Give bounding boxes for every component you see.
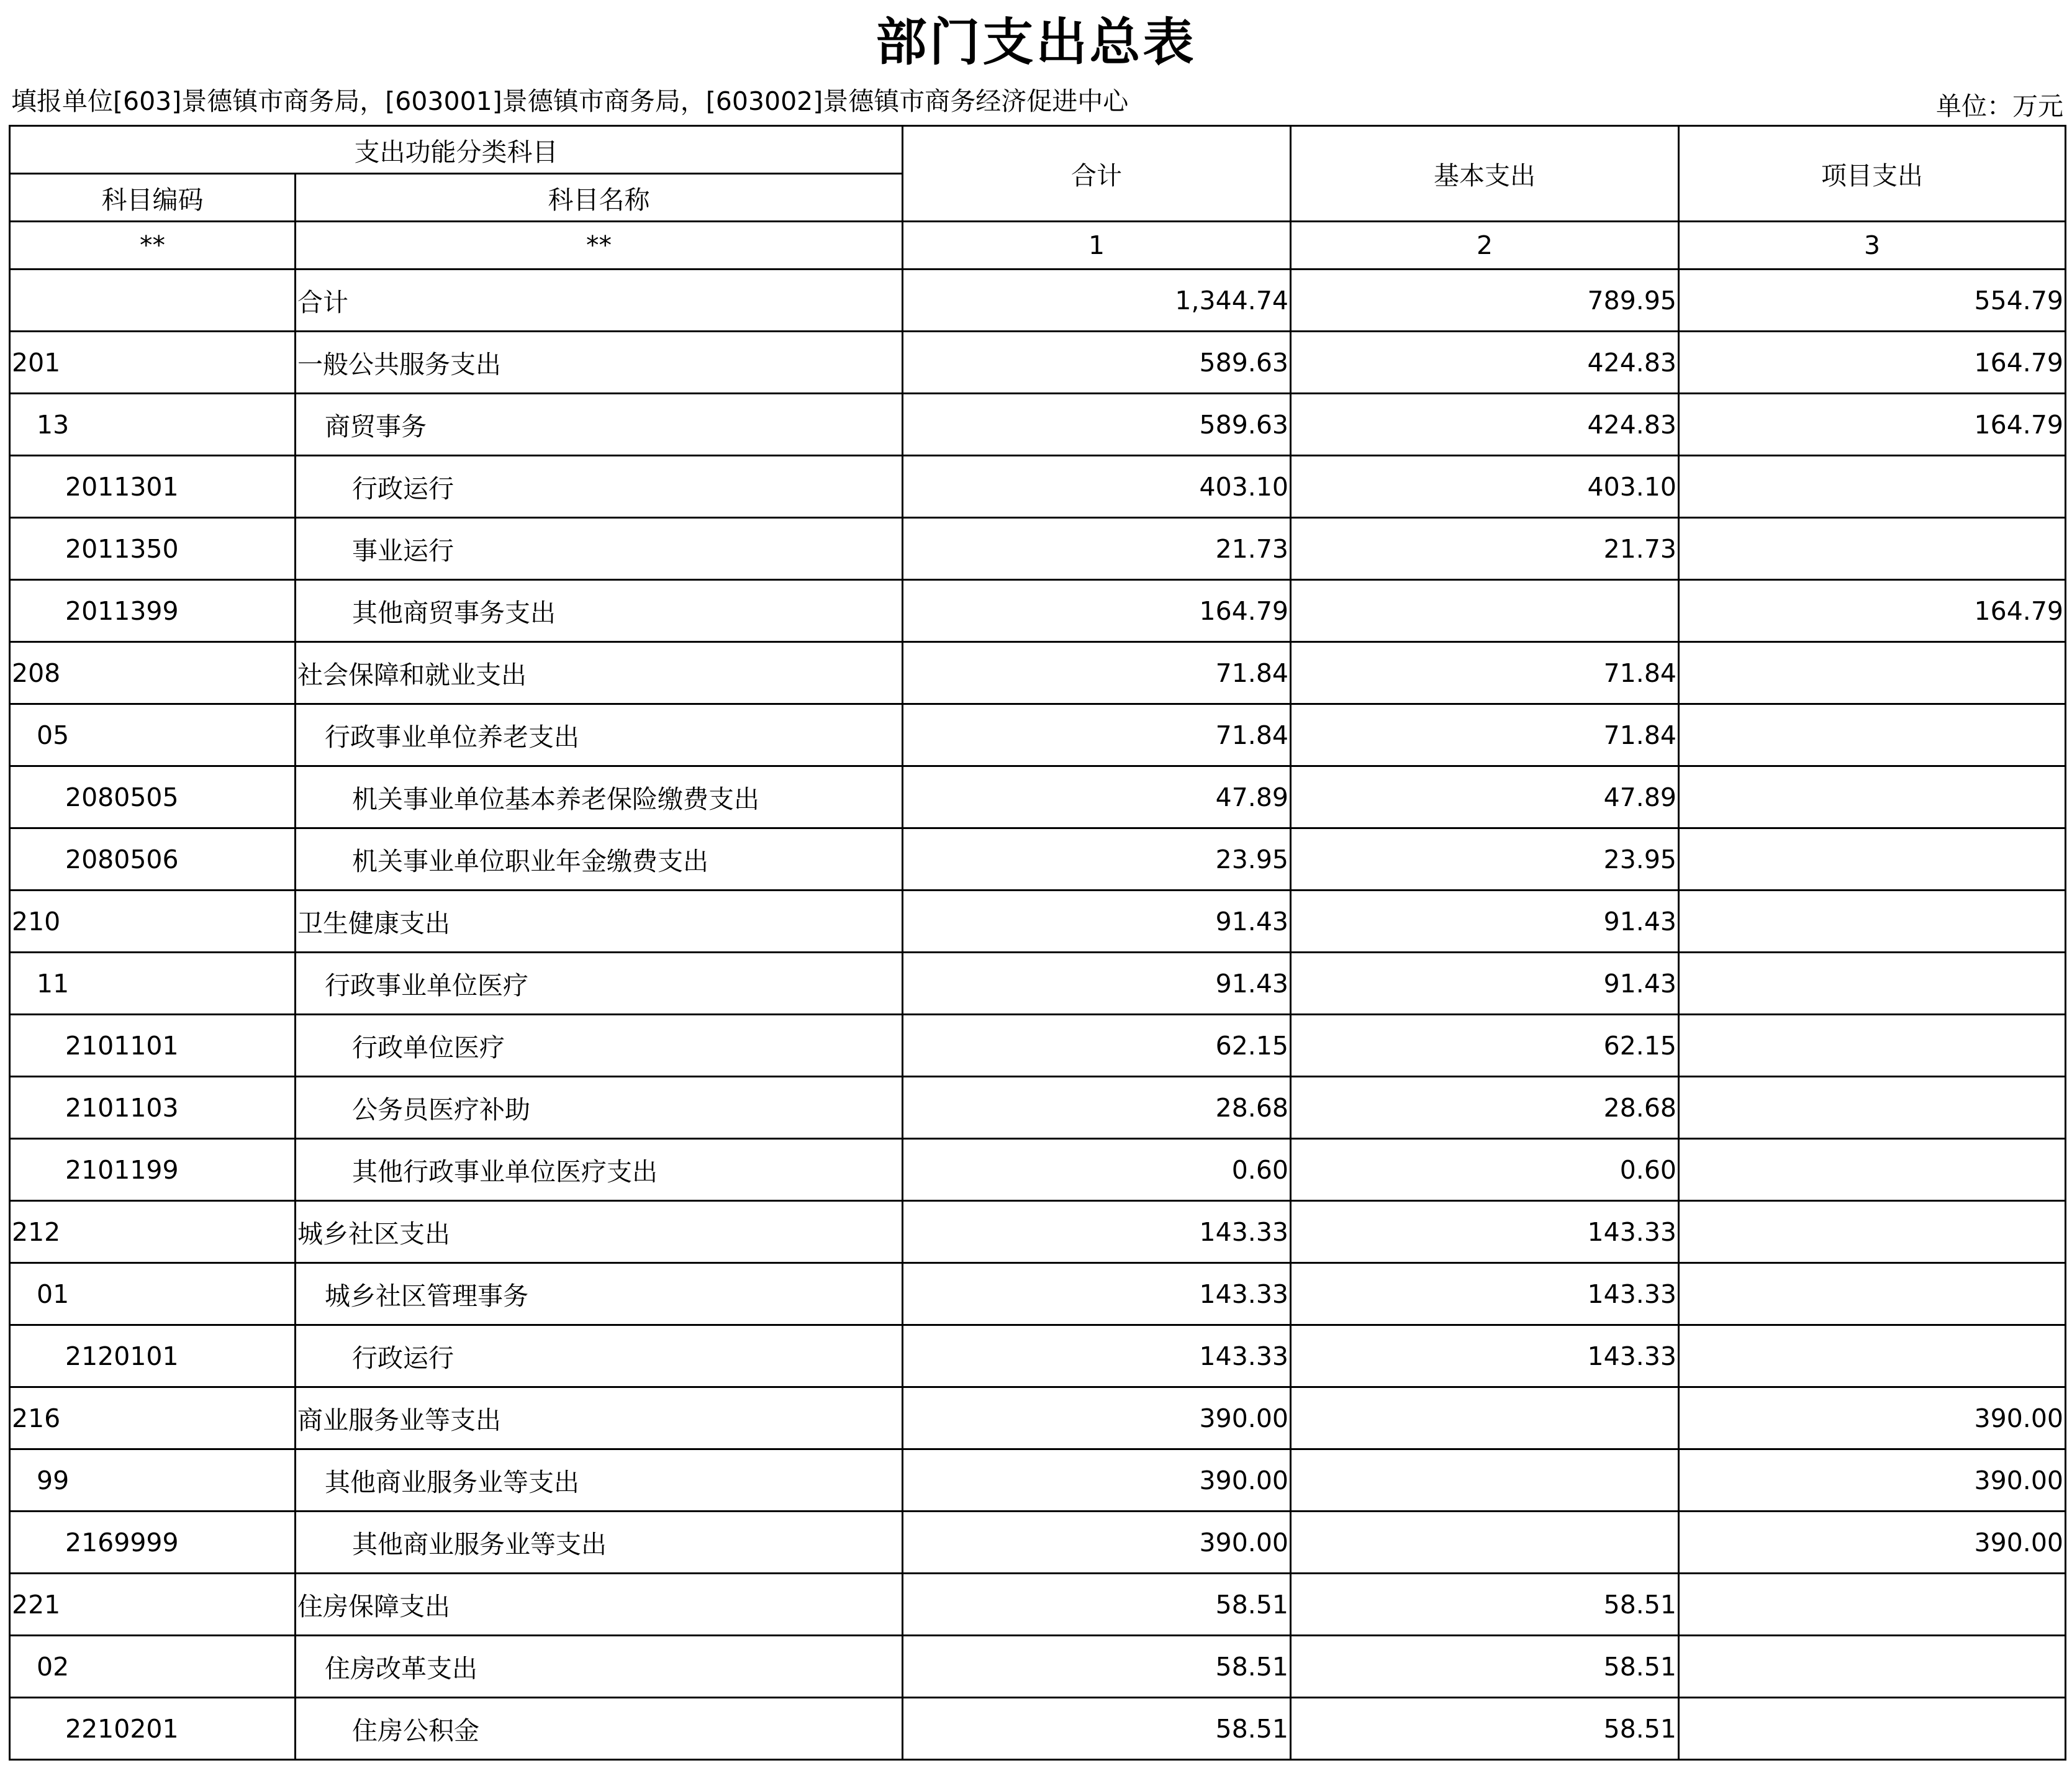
row-code: 208 — [10, 642, 296, 704]
table-row — [10, 580, 2066, 642]
row-basic: 28.68 — [1291, 1077, 1679, 1139]
row-code: 05 — [10, 704, 296, 766]
table-row — [10, 1512, 2066, 1574]
row-name: 一般公共服务支出 — [296, 332, 903, 394]
row-total: 390.00 — [903, 1449, 1291, 1512]
row-project — [1679, 1698, 2066, 1760]
row-project — [1679, 1325, 2066, 1387]
table-row — [10, 766, 2066, 828]
row-code: 2169999 — [10, 1512, 296, 1574]
row-project — [1679, 766, 2066, 828]
row-total: 143.33 — [903, 1263, 1291, 1325]
row-project — [1679, 953, 2066, 1015]
row-code: 2101103 — [10, 1077, 296, 1139]
table-row — [10, 1325, 2066, 1387]
filling-unit: 填报单位[603]景德镇市商务局，[603001]景德镇市商务局，[603002]景德镇市商务经济促进中心 — [11, 86, 1129, 116]
table-row — [10, 828, 2066, 891]
row-basic: 0.60 — [1291, 1139, 1679, 1201]
table-row — [10, 704, 2066, 766]
row-basic: 58.51 — [1291, 1574, 1679, 1636]
row-code: 212 — [10, 1201, 296, 1263]
row-name: 住房改革支出 — [296, 1636, 903, 1698]
row-total: 390.00 — [903, 1512, 1291, 1574]
row-total: 47.89 — [903, 766, 1291, 828]
row-name: 行政事业单位医疗 — [296, 953, 903, 1015]
table-row — [10, 891, 2066, 953]
table-row — [10, 953, 2066, 1015]
row-name: 城乡社区支出 — [296, 1201, 903, 1263]
row-code: 221 — [10, 1574, 296, 1636]
row-project — [1679, 1201, 2066, 1263]
row-name: 其他商业服务业等支出 — [296, 1449, 903, 1512]
row-total: 164.79 — [903, 580, 1291, 642]
row-code: 11 — [10, 953, 296, 1015]
table-row — [10, 1139, 2066, 1201]
row-name: 商业服务业等支出 — [296, 1387, 903, 1449]
header-name: 科目名称 — [296, 174, 903, 222]
row-project — [1679, 518, 2066, 580]
row-total: 58.51 — [903, 1574, 1291, 1636]
table-row — [10, 332, 2066, 394]
row-project: 554.79 — [1679, 270, 2066, 332]
row-basic: 789.95 — [1291, 270, 1679, 332]
row-total: 589.63 — [903, 332, 1291, 394]
row-project — [1679, 1263, 2066, 1325]
row-name: 事业运行 — [296, 518, 903, 580]
index-total: 1 — [903, 222, 1291, 270]
header-project: 项目支出 — [1679, 126, 2066, 222]
row-basic: 424.83 — [1291, 394, 1679, 456]
row-total: 28.68 — [903, 1077, 1291, 1139]
table-row — [10, 1263, 2066, 1325]
table-row — [10, 1574, 2066, 1636]
index-project: 3 — [1679, 222, 2066, 270]
index-code: ** — [10, 222, 296, 270]
table-row — [10, 1077, 2066, 1139]
table-row — [10, 1636, 2066, 1698]
row-basic: 71.84 — [1291, 642, 1679, 704]
row-basic — [1291, 1387, 1679, 1449]
row-code — [10, 270, 296, 332]
row-basic — [1291, 1512, 1679, 1574]
row-total: 0.60 — [903, 1139, 1291, 1201]
row-total: 403.10 — [903, 456, 1291, 518]
row-name: 公务员医疗补助 — [296, 1077, 903, 1139]
index-basic: 2 — [1291, 222, 1679, 270]
table-row — [10, 456, 2066, 518]
table-body — [10, 270, 2066, 1760]
row-total: 589.63 — [903, 394, 1291, 456]
row-project — [1679, 1139, 2066, 1201]
row-basic: 91.43 — [1291, 953, 1679, 1015]
header-category-group: 支出功能分类科目 — [10, 126, 903, 174]
row-basic — [1291, 580, 1679, 642]
row-basic: 47.89 — [1291, 766, 1679, 828]
row-total: 62.15 — [903, 1015, 1291, 1077]
page-title: 部门支出总表 — [875, 13, 1197, 72]
row-name: 行政事业单位养老支出 — [296, 704, 903, 766]
row-name: 社会保障和就业支出 — [296, 642, 903, 704]
table-row — [10, 270, 2066, 332]
row-total: 21.73 — [903, 518, 1291, 580]
row-total: 390.00 — [903, 1387, 1291, 1449]
row-project — [1679, 704, 2066, 766]
table-row — [10, 394, 2066, 456]
row-project: 164.79 — [1679, 332, 2066, 394]
row-code: 2011301 — [10, 456, 296, 518]
row-project: 390.00 — [1679, 1387, 2066, 1449]
row-project — [1679, 642, 2066, 704]
row-name: 住房保障支出 — [296, 1574, 903, 1636]
row-basic: 143.33 — [1291, 1201, 1679, 1263]
table-row — [10, 1015, 2066, 1077]
row-total: 71.84 — [903, 704, 1291, 766]
row-project: 390.00 — [1679, 1512, 2066, 1574]
row-total: 23.95 — [903, 828, 1291, 891]
header-code: 科目编码 — [10, 174, 296, 222]
row-name: 其他商业服务业等支出 — [296, 1512, 903, 1574]
row-basic: 58.51 — [1291, 1698, 1679, 1760]
row-basic — [1291, 1449, 1679, 1512]
row-code: 2080506 — [10, 828, 296, 891]
row-name: 行政单位医疗 — [296, 1015, 903, 1077]
row-project — [1679, 1574, 2066, 1636]
row-basic: 143.33 — [1291, 1325, 1679, 1387]
row-basic: 71.84 — [1291, 704, 1679, 766]
currency-unit: 单位：万元 — [1936, 91, 2063, 121]
row-project — [1679, 456, 2066, 518]
row-code: 2011350 — [10, 518, 296, 580]
row-project — [1679, 1077, 2066, 1139]
row-total: 91.43 — [903, 953, 1291, 1015]
row-basic: 424.83 — [1291, 332, 1679, 394]
row-basic: 23.95 — [1291, 828, 1679, 891]
table-row — [10, 1449, 2066, 1512]
row-basic: 403.10 — [1291, 456, 1679, 518]
row-code: 201 — [10, 332, 296, 394]
row-name: 合计 — [296, 270, 903, 332]
row-name: 卫生健康支出 — [296, 891, 903, 953]
row-total: 91.43 — [903, 891, 1291, 953]
row-name: 机关事业单位职业年金缴费支出 — [296, 828, 903, 891]
row-project — [1679, 1015, 2066, 1077]
row-total: 1,344.74 — [903, 270, 1291, 332]
expenditure-table — [9, 125, 2066, 1761]
row-code: 2080505 — [10, 766, 296, 828]
row-name: 行政运行 — [296, 456, 903, 518]
row-total: 143.33 — [903, 1325, 1291, 1387]
row-code: 2011399 — [10, 580, 296, 642]
row-code: 01 — [10, 1263, 296, 1325]
row-name: 商贸事务 — [296, 394, 903, 456]
row-code: 2120101 — [10, 1325, 296, 1387]
header-basic: 基本支出 — [1291, 126, 1679, 222]
row-name: 机关事业单位基本养老保险缴费支出 — [296, 766, 903, 828]
row-code: 2210201 — [10, 1698, 296, 1760]
row-basic: 91.43 — [1291, 891, 1679, 953]
row-code: 210 — [10, 891, 296, 953]
row-code: 2101199 — [10, 1139, 296, 1201]
row-basic: 21.73 — [1291, 518, 1679, 580]
row-project — [1679, 828, 2066, 891]
row-code: 13 — [10, 394, 296, 456]
row-total: 71.84 — [903, 642, 1291, 704]
row-total: 58.51 — [903, 1636, 1291, 1698]
table-row — [10, 1387, 2066, 1449]
row-project: 164.79 — [1679, 394, 2066, 456]
row-code: 216 — [10, 1387, 296, 1449]
row-basic: 58.51 — [1291, 1636, 1679, 1698]
row-code: 02 — [10, 1636, 296, 1698]
row-basic: 62.15 — [1291, 1015, 1679, 1077]
table-row — [10, 1698, 2066, 1760]
table-row — [10, 1201, 2066, 1263]
row-name: 其他行政事业单位医疗支出 — [296, 1139, 903, 1201]
row-total: 58.51 — [903, 1698, 1291, 1760]
table-row — [10, 642, 2066, 704]
row-code: 99 — [10, 1449, 296, 1512]
row-project: 390.00 — [1679, 1449, 2066, 1512]
row-name: 住房公积金 — [296, 1698, 903, 1760]
row-name: 其他商贸事务支出 — [296, 580, 903, 642]
row-name: 城乡社区管理事务 — [296, 1263, 903, 1325]
row-code: 2101101 — [10, 1015, 296, 1077]
row-basic: 143.33 — [1291, 1263, 1679, 1325]
row-name: 行政运行 — [296, 1325, 903, 1387]
header-total: 合计 — [903, 126, 1291, 222]
table-row — [10, 518, 2066, 580]
row-project — [1679, 1636, 2066, 1698]
row-project: 164.79 — [1679, 580, 2066, 642]
index-name: ** — [296, 222, 903, 270]
row-total: 143.33 — [903, 1201, 1291, 1263]
row-project — [1679, 891, 2066, 953]
